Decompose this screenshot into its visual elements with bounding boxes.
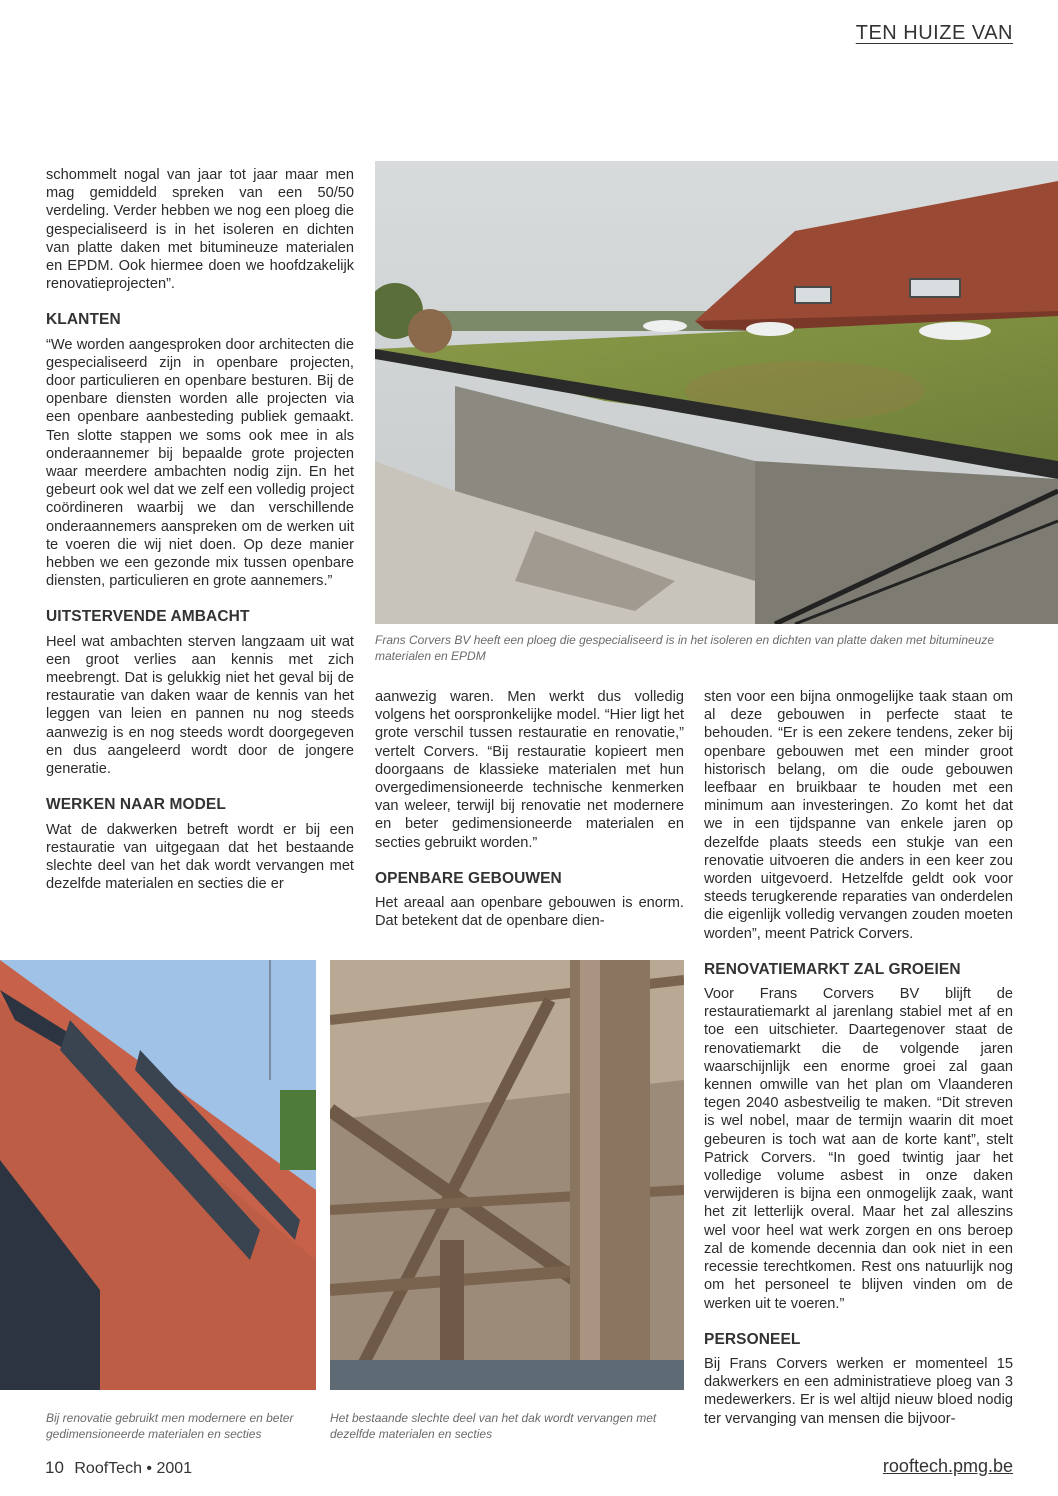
heading-klanten: KLANTEN: [46, 311, 121, 329]
website-link[interactable]: rooftech.pmg.be: [882, 1456, 1013, 1476]
photo-timber-structure: [330, 960, 684, 1390]
page-number: 10: [45, 1458, 64, 1477]
col3-p1: sten voor een bijna onmogelijke taak staan om al deze gebouwen in perfecte staat te behouden. “Er is een zekere tendens, zeker bij openbare gebouwen met een minder groot historisch belang, om die oude gebouwen leefbaar en bruikbaar te houden met een minimum aan investeringen. Zo komt het dat we in een tijdspanne van enkele jaren op dezelfde plaats steeds een stukje van een renovatie uitvoeren die anders in een keer zou worden uitgevoerd. Hetzelfde geldt ook voor steeds terugkerende reparaties van onderdelen die eigenlijk volledig vervangen zouden moeten worden”, meent Patrick Corvers.: [704, 689, 1013, 942]
heading-uitstervende-ambacht: UITSTERVENDE AMBACHT: [46, 608, 250, 626]
heading-werken-naar-model: WERKEN NAAR MODEL: [46, 796, 226, 814]
caption-timber-structure: Het bestaande slechte deel van het dak wordt vervangen met dezelfde materialen en secties: [330, 1411, 657, 1441]
caption-tiled-roof: Bij renovatie gebruikt men modernere en beter gedimensioneerde materialen en secties: [46, 1411, 294, 1441]
column-1: [46, 166, 354, 893]
column-2: [375, 688, 684, 930]
col2-p1: aanwezig waren. Men werkt dus volledig volgens het oorspronkelijke model. “Hier ligt het grote verschil tussen restauratie en renovatie,” vertelt Corvers. “Bij restauratie kopieert men doorgaans de klassieke materialen met hun overgedimensioneerde technische kenmerken van weleer, terwijl bij renovatie net modernere en beter gedimensioneerde materialen en secties gebruikt worden.”: [375, 689, 684, 851]
col3-renovatiemarkt: Voor Frans Corvers BV blijft de restauratiemarkt al jarenlang stabiel met af en toe een uitschieter. Daartegenover staat de renovatiemarkt die de volgende jaren waarschijnlijk een enorme groei zal gaan kennen omwille van het plan om Vlaanderen tegen 2040 asbestveilig te maken. “Dit streven is wel nobel, maar de termijn waarin dit moet gebeuren is toch wat aan de korte kant”, stelt Patrick Corvers. “In goed twintig jaar het volledige volume asbest in onze daken verwijderen is bijna een onmogelijk zaak, want het zit letterlijk overal. Maar het zal alleszins wel voor heel wat werk zorgen en ons beroep zal de komende decennia dan ook niet in een recessie terechtkomen. Rest ons natuurlijk nog om het personeel te blijven vinden om de werken uit te voeren.”: [704, 986, 1013, 1312]
heading-personeel: PERSONEEL: [704, 1330, 801, 1348]
column-3: [704, 688, 1013, 1428]
col1-werken: Wat de dakwerken betreft wordt er bij een restauratie van uitgegaan dat het bestaande slechte deel van het dak wordt vervangen met dezelfde materialen en secties die er: [46, 821, 354, 893]
col3-personeel: Bij Frans Corvers werken er momenteel 15 dakwerkers en een administratieve ploeg van 3 medewerkers. Er is wel altijd nieuw bloed nodig ter vervanging van mensen die bijvoor-: [704, 1355, 1013, 1427]
photo-green-roof: [375, 161, 1058, 624]
heading-renovatiemarkt: RENOVATIEMARKT ZAL GROEIEN: [704, 960, 961, 978]
caption-green-roof: Frans Corvers BV heeft een ploeg die gespecialiseerd is in het isoleren en dichten van platte daken met bitumineuze materialen en EPDM: [375, 633, 995, 663]
col1-klanten: “We worden aangesproken door architecten die gespecialiseerd zijn in openbare projecten, door particulieren en openbare besturen. Bij de openbare diensten worden alle projecten via een openbare aanbesteding publiek gemaakt. Ten slotte stappen we soms ook mee in als onderaannemer bij bepaalde grote projecten waar meerdere ambachten nodig zijn. En het gebeurt ook wel dat we zelf een volledig project coördineren waarbij we dan verschillende onderaannemers aanspreken om de werken uit te voeren die wij niet doen. Op deze manier hebben we een gezonde mix tussen openbare diensten, particulieren en grote aannemers.”: [46, 336, 354, 590]
section-tag: TEN HUIZE VAN: [855, 22, 1013, 44]
col2-openbare: Het areaal aan openbare gebouwen is enorm. Dat betekent dat de openbare dien-: [375, 895, 684, 930]
heading-openbare-gebouwen: OPENBARE GEBOUWEN: [375, 869, 562, 887]
photo-tiled-roof: [0, 960, 316, 1390]
col1-intro: schommelt nogal van jaar tot jaar maar men mag gemiddeld spreken van een 50/50 verdeling. Verder hebben we nog een ploeg die gespecialiseerd is in het isoleren en dichten van platte daken met bitumineuze materialen en EPDM. Ook hiermee doen we hoofdzakelijk renovatieprojecten”.: [46, 167, 354, 293]
footer-page-info: [45, 1458, 192, 1478]
col1-uitstervende: Heel wat ambachten sterven langzaam uit wat een groot verlies aan kennis met zich meebrengt. Dat is gelukkig niet het geval bij de restauratie van daken waar de kennis van het leggen van leien en pannen nu nog steeds aanwezig is en nog steeds wordt doorgegeven en dus aangeleerd wordt door de jongere generatie.: [46, 633, 354, 778]
publication-name: RoofTech • 2001: [74, 1460, 193, 1477]
